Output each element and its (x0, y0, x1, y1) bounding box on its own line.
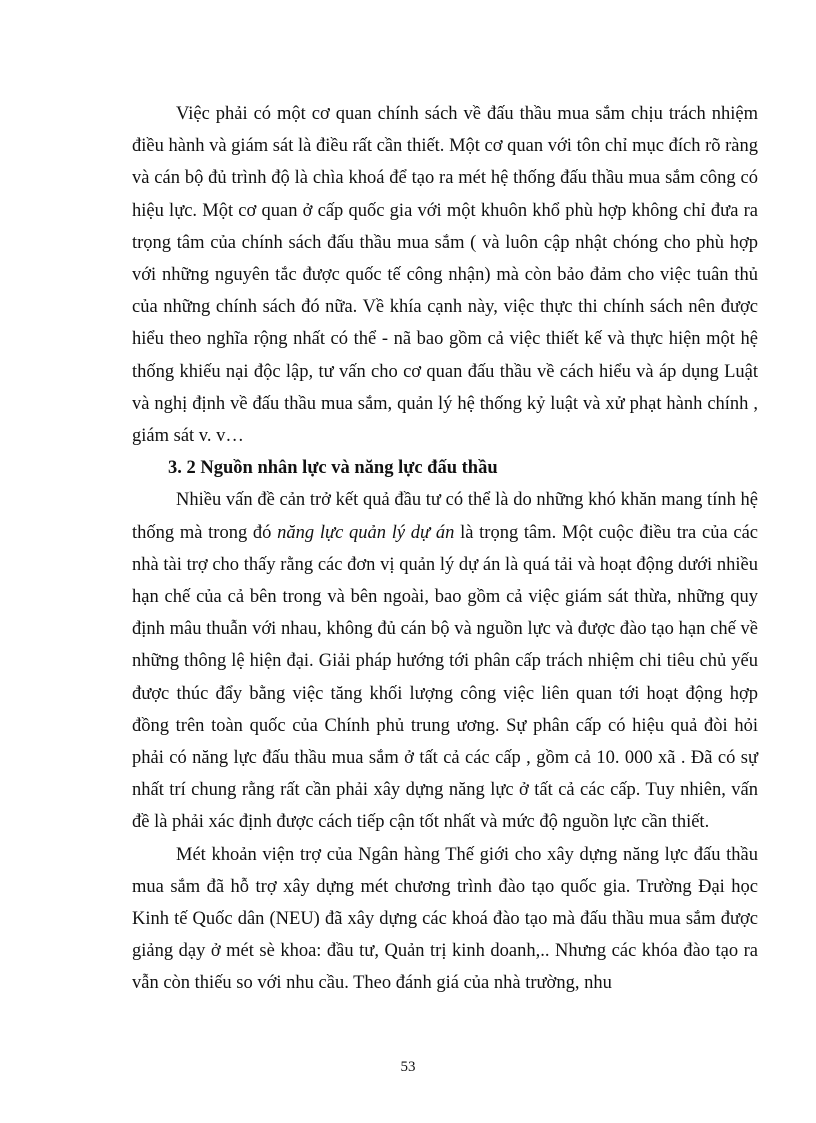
section-heading: 3. 2 Nguồn nhân lực và năng lực đấu thầu (168, 458, 498, 479)
paragraph-human-resources (132, 484, 758, 838)
paragraph-world-bank-aid: Mét khoản viện trợ của Ngân hàng Thế giới cho xây dựng năng lực đấu thầu mua sắm đã hỗ trợ xây dựng mét chương trình đào tạo quốc gia. Trường Đại học Kinh tế Quốc dân (NEU) đã xây dựng các khoá đào tạo mà đấu thầu mua sắm được giảng dạy ở mét sè khoa: đầu tư, Quản trị kinh doanh,.. Nhưng các khóa đào tạo ra vẫn còn thiếu so với nhu cầu. Theo đánh giá của nhà trường, nhu (132, 844, 758, 994)
italic-phrase: năng lực quản lý dự án (277, 522, 455, 543)
page-number: 53 (400, 1059, 416, 1075)
page-body (132, 98, 758, 1000)
paragraph-text-end: là trọng tâm. Một cuộc điều tra của các nhà tài trợ cho thấy rằng các đơn vị quản lý dự án là quá tải và hoạt động dưới nhiều hạn chế của cả bên trong và bên ngoài, bao gồm cả việc giám sát thừa, những quy định mâu thuẫn với nhau, không đủ cán bộ và nguồn lực và được đào tạo hạn chế về những thông lệ hiện đại. Giải pháp hướng tới phân cấp trách nhiệm chi tiêu chủ yếu được thúc đẩy bằng việc tăng khối lượng công việc liên quan tới hoạt động hợp đồng trên toàn quốc của Chính phủ trung ương. Sự phân cấp có hiệu quả đòi hỏi phải có năng lực đấu thầu mua sắm ở tất cả các cấp , gồm cả 10. 000 xã . Đã có sự nhất trí chung rằng rất cần phải xây dựng năng lực ở tất cả các cấp. Tuy nhiên, vấn đề là phải xác định được cách tiếp cận tốt nhất và mức độ nguồn lực cần thiết. (132, 522, 759, 833)
paragraph-procurement-agency: Việc phải có một cơ quan chính sách về đấu thầu mua sắm chịu trách nhiệm điều hành và giám sát là điều rất cần thiết. Một cơ quan với tôn chỉ mục đích rõ ràng và cán bộ đủ trình độ là chìa khoá để tạo ra mét hệ thống đấu thầu mua sắm công có hiệu lực. Một cơ quan ở cấp quốc gia với một khuôn khổ phù hợp không chỉ đưa ra trọng tâm của chính sách đấu thầu mua sắm ( và luôn cập nhật chóng cho phù hợp với những nguyên tắc được quốc tế công nhận) mà còn bảo đảm cho việc tuân thủ của những chính sách đó nữa. Về khía cạnh này, việc thực thi chính sách nên được hiểu theo nghĩa rộng nhất có thể - nã bao gồm cả việc thiết kế và thực hiện một hệ thống khiếu nại độc lập, tư vấn cho cơ quan đấu thầu về cách hiểu và áp dụng Luật và nghị định về đấu thầu mua sắm, quản lý hệ thống kỷ luật và xử phạt hành chính , giám sát v. v… (132, 104, 758, 447)
paragraph-text-start: Nhiều vấn đề cản trở kết quả đầu tư có thể là do những khó khăn mang tính hệ thống mà trong đó (132, 490, 758, 543)
